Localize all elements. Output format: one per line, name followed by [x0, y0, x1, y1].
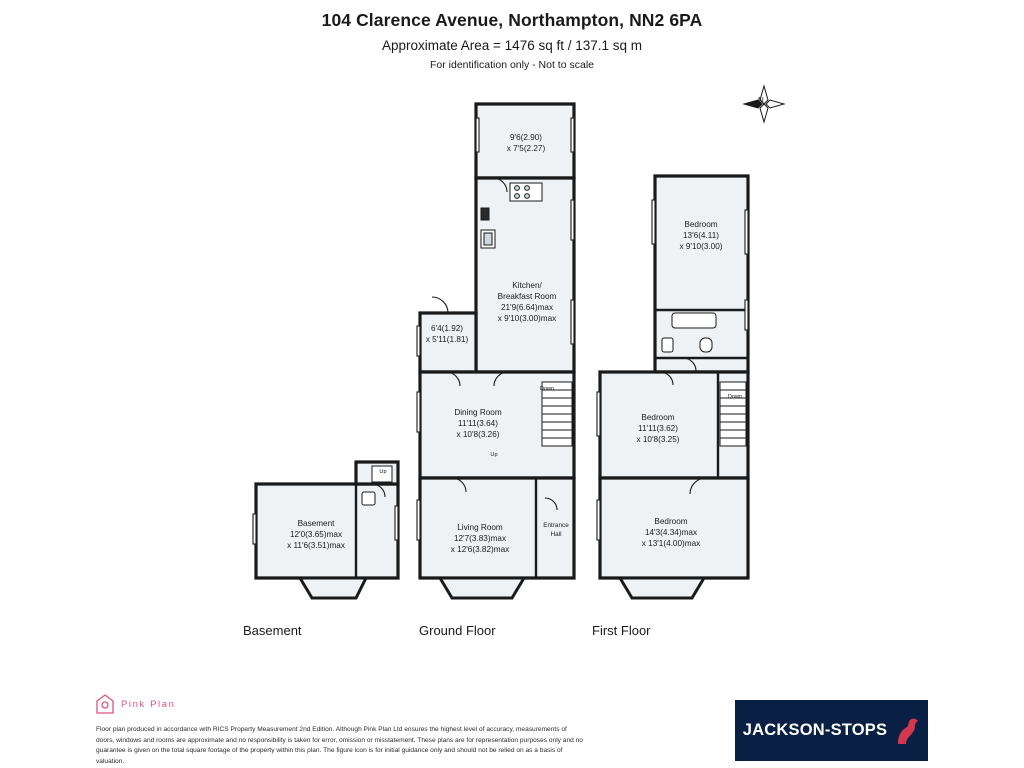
room-label-kitchen-breakfast: Kitchen/ Breakfast Room 21'9(6.64)max x 9'10(3.00)max — [497, 281, 557, 323]
floor-caption-first: First Floor — [592, 623, 651, 638]
identification-note: For identification only - Not to scale — [430, 59, 594, 71]
page-title: 104 Clarence Avenue, Northampton, NN2 6PA — [321, 10, 703, 30]
floor-caption-basement: Basement — [243, 623, 302, 638]
disclaimer-text: Floor plan produced in accordance with RICS Property Measurement 2nd Edition. Although Pink Plan Ltd ensures the highest level of accuracy, measurements of doors, windows and rooms are approximate and no responsibility is taken for error, omission or misstatement. These plans are for representation purposes only and no guarantee is given on the total square footage of the property within this plan. The figure icon is for initial guidance only and should not be relied on as a basis of valuation. — [96, 726, 583, 766]
compass-north-label: N — [758, 96, 764, 105]
horse-icon — [894, 716, 920, 746]
room-label-dining-room: Dining Room 11'11(3.64) x 10'8(3.26) — [454, 408, 502, 439]
stair-label-ground-up: Up — [490, 452, 498, 458]
bay-window-bedroom3 — [620, 578, 704, 598]
room-label-rear-room: 9'6(2.90) x 7'5(2.27) — [506, 133, 546, 153]
stair-label-first-down: Down — [727, 394, 743, 400]
agent-logo — [735, 700, 928, 761]
room-label-utility: 6'4(1.92) x 5'11(1.81) — [425, 324, 469, 344]
room-label-bedroom-1: Bedroom 13'6(4.11) x 9'10(3.00) — [679, 220, 723, 251]
pink-plan-logo — [96, 694, 176, 714]
room-label-bedroom-2: Bedroom 11'11(3.62) x 10'8(3.25) — [636, 413, 680, 444]
room-label-bedroom-3: Bedroom 14'3(4.34)max x 13'1(4.00)max — [641, 517, 701, 548]
room-label-basement: Basement 12'0(3.65)max x 11'6(3.51)max — [287, 519, 345, 550]
compass — [742, 84, 786, 124]
room-label-living-room: Living Room 12'7(3.83)max x 12'6(3.82)max — [450, 523, 510, 554]
agent-name: JACKSON-STOPS — [742, 721, 888, 739]
room-label-entrance-hall: Entrance Hall — [543, 522, 569, 538]
house-icon — [96, 694, 114, 714]
bay-window-living — [440, 578, 524, 598]
stair-label-basement-up: Up — [379, 469, 387, 475]
approximate-area: Approximate Area = 1476 sq ft / 137.1 sq m — [381, 38, 643, 53]
floor-caption-ground: Ground Floor — [419, 623, 496, 638]
pink-plan-label: Pink Plan — [121, 698, 176, 710]
bay-window-basement — [300, 578, 366, 598]
stair-label-ground-down: Down — [539, 386, 555, 392]
